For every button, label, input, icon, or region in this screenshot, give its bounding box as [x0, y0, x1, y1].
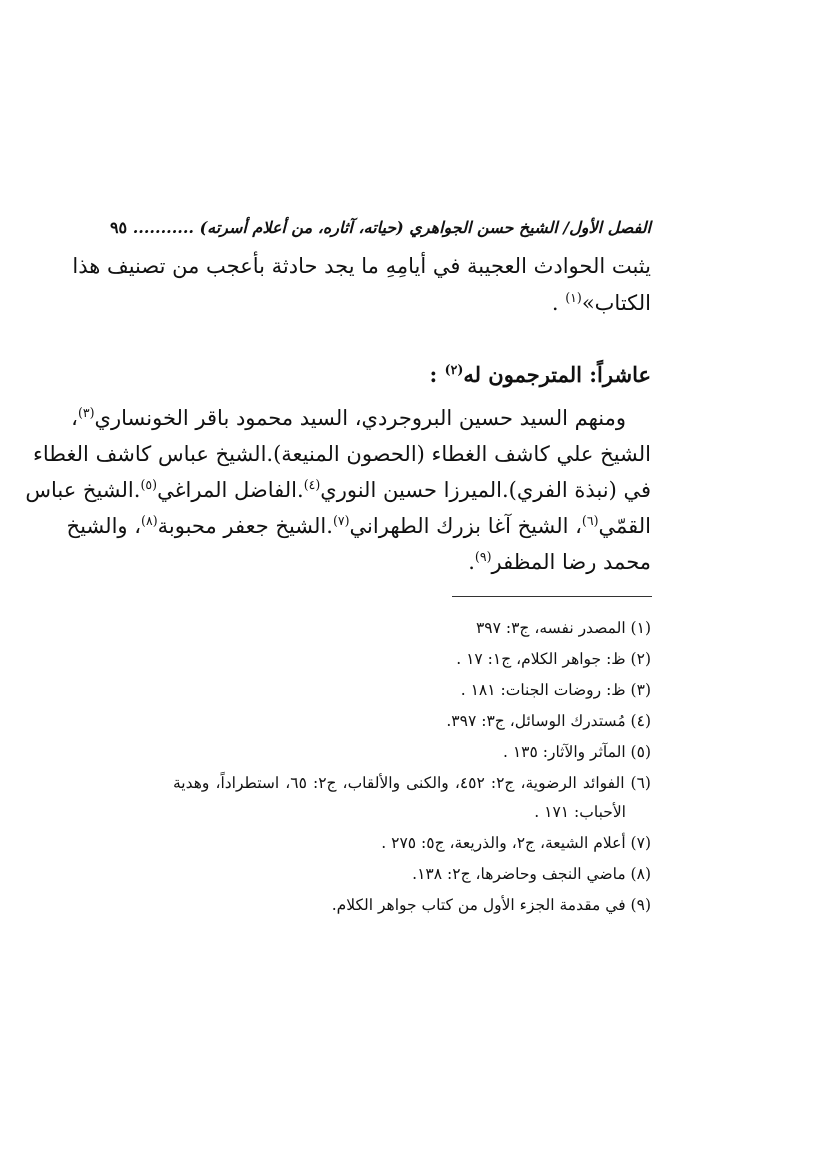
- page-number: ٩٥: [109, 218, 128, 237]
- footnote-ref: (٥): [140, 477, 158, 492]
- footnote-4: (٤) مُستدرك الوسائل، ج٣: ٣٩٧.: [446, 712, 651, 730]
- section-heading: عاشراً: المترجمون له$^{(٢)}$ :: [429, 362, 651, 387]
- para-line-4: القمّي$^{(٦)}$، الشيخ آغا بزرك الطهراني$^{(٧)}$.الشيخ جعفر محبوبة$^{(٨)}$، والشيخ: [66, 513, 651, 538]
- footnote-6-continuation: الأحباب: ١٧١ .: [534, 803, 626, 821]
- intro-line-1: يثبت الحوادث العجيبة في أيامِهِ ما يجد حادثة بأعجب من تصنيف هذا: [72, 254, 651, 278]
- running-header: [110, 218, 651, 237]
- footnote-separator: [452, 596, 652, 597]
- footnote-8: (٨) ماضي النجف وحاضرها، ج٢: ١٣٨.: [412, 865, 651, 883]
- footnote-ref: (٧): [332, 513, 350, 528]
- footnote-ref: (٦): [581, 513, 599, 528]
- footnote-6: (٦) الفوائد الرضوية، ج٢: ٤٥٢، والكنى والألقاب، ج٢: ٦٥، استطراداً، وهدية: [173, 774, 651, 792]
- footnote-ref: (٩): [474, 549, 492, 564]
- footnote-2: (٢) ظ: جواهر الكلام، ج١: ١٧ .: [456, 650, 651, 668]
- para-line-5: محمد رضا المظفر$^{(٩)}$.: [468, 549, 651, 574]
- footnote-ref: (٣): [77, 405, 95, 420]
- footnote-1: (١) المصدر نفسه، ج٣: ٣٩٧: [475, 619, 651, 637]
- header-title: الفصل الأول/ الشيخ حسن الجواهري (حياته، آثاره، من أعلام أسرته) ...........: [132, 218, 651, 237]
- intro-line-2: الكتاب»$^{(١)}$ .: [551, 290, 651, 315]
- footnote-ref: (٢): [444, 362, 464, 377]
- para-line-1: ومنهم السيد حسين البروجردي، السيد محمود باقر الخونساري$^{(٣)}$،: [71, 405, 626, 430]
- para-line-2: الشيخ علي كاشف الغطاء (الحصون المنيعة).الشيخ عباس كاشف الغطاء: [33, 442, 651, 466]
- para-line-3: في (نبذة الفري).الميرزا حسين النوري$^{(٤)}$.الفاضل المراغي$^{(٥)}$.الشيخ عباس: [25, 477, 651, 502]
- footnote-3: (٣) ظ: روضات الجنات: ١٨١ .: [460, 681, 651, 699]
- footnote-ref: (١): [565, 290, 582, 305]
- footnote-ref: (٨): [141, 513, 158, 528]
- footnote-ref: (٤): [303, 477, 321, 492]
- footnote-7: (٧) أعلام الشيعة، ج٢، والذريعة، ج٥: ٢٧٥ .: [381, 834, 651, 852]
- footnote-5: (٥) المآثر والآثار: ١٣٥ .: [502, 743, 651, 761]
- footnote-9: (٩) في مقدمة الجزء الأول من كتاب جواهر الكلام.: [331, 896, 651, 914]
